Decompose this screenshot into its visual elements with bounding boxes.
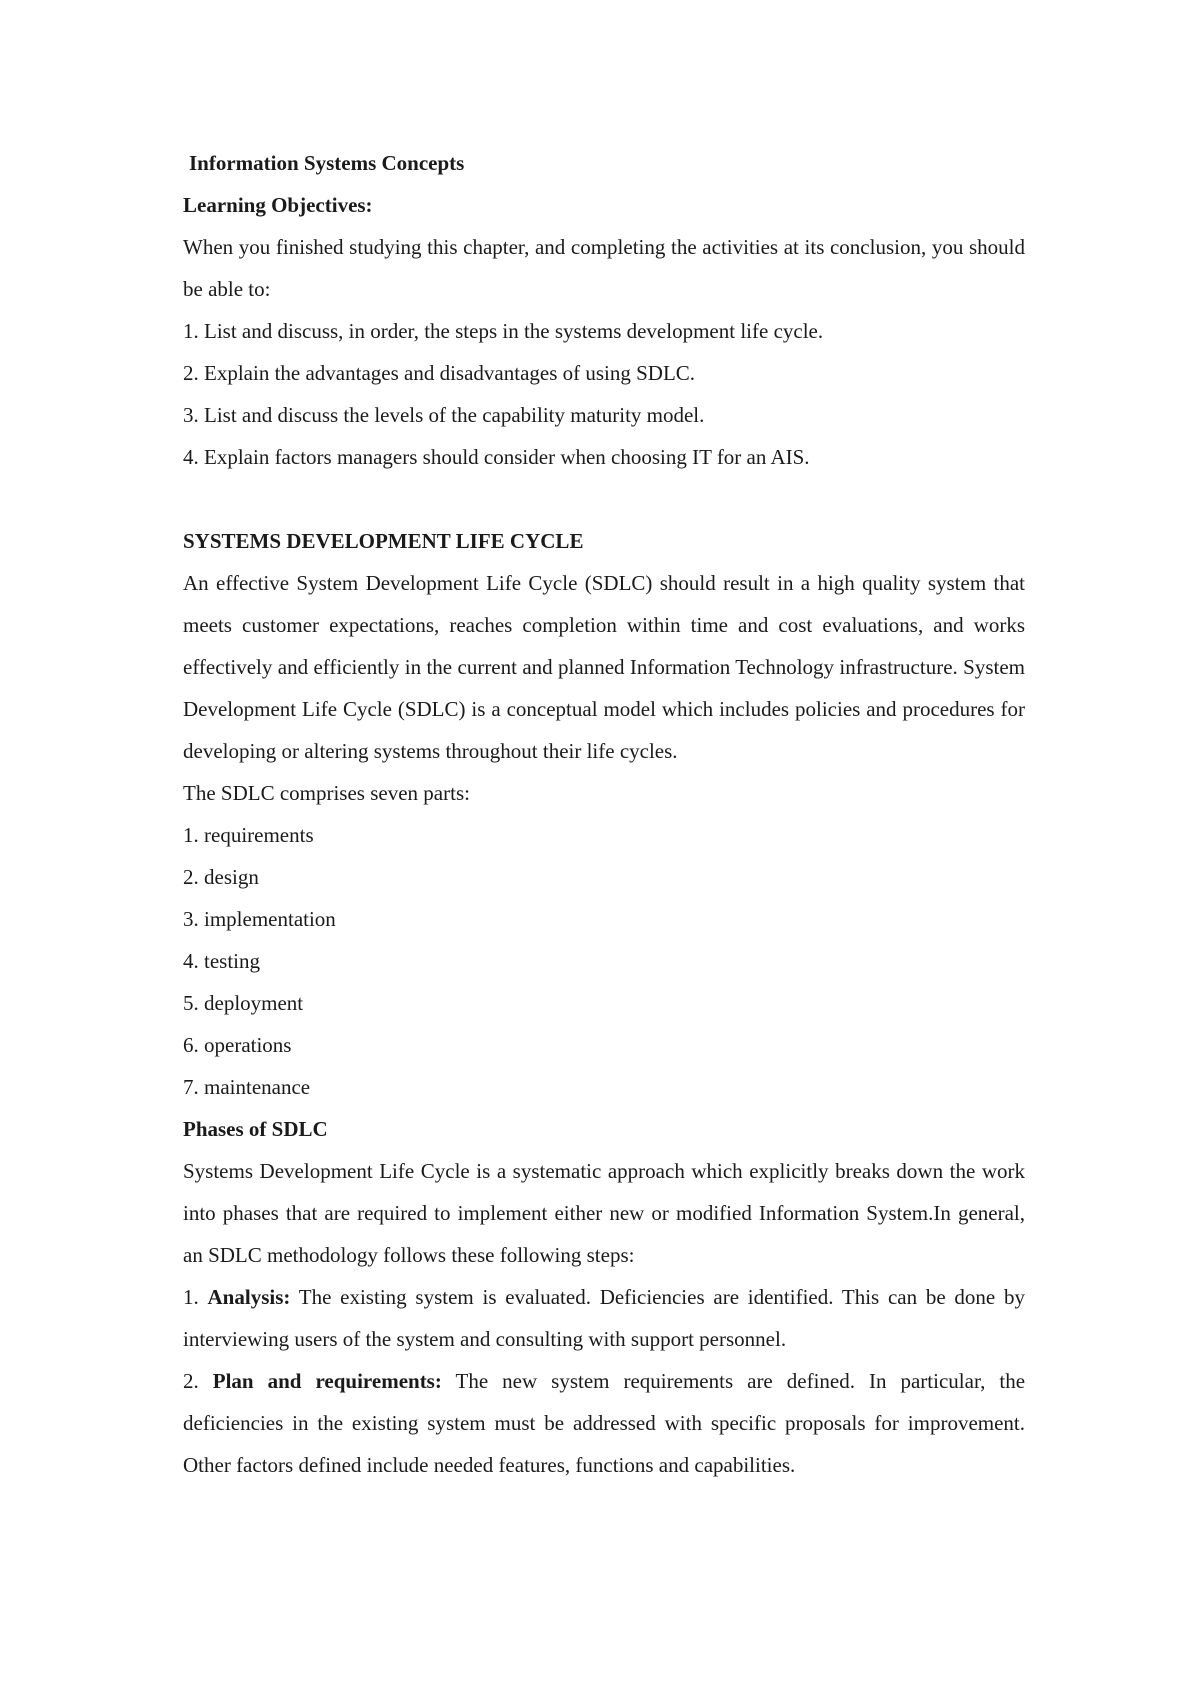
step-number: 2. bbox=[183, 1369, 199, 1393]
sdlc-part-item: 3. implementation bbox=[183, 907, 336, 931]
objective-item: 2. Explain the advantages and disadvantages of using SDLC. bbox=[183, 361, 696, 385]
sdlc-paragraph: An effective System Development Life Cycle (SDLC) should result in a high quality system that meets customer expectations, reaches completion within time and cost evaluations, and works effectively and efficiently in the current and planned Information Technology infrastructure. System Development Life Cycle (SDLC) is a conceptual model which includes policies and procedures for developing or altering systems throughout their life cycles. bbox=[183, 571, 1025, 763]
objectives-heading: Learning Objectives: bbox=[183, 193, 373, 217]
sdlc-part-item: 2. design bbox=[183, 865, 259, 889]
objectives-list bbox=[183, 310, 1025, 478]
step-term: Analysis: bbox=[207, 1285, 291, 1309]
sdlc-part-item: 6. operations bbox=[183, 1033, 292, 1057]
sdlc-part-item: 1. requirements bbox=[183, 823, 314, 847]
phase-step bbox=[183, 1360, 1025, 1486]
sdlc-part-item: 7. maintenance bbox=[183, 1075, 311, 1099]
objectives-intro: When you finished studying this chapter, and completing the activities at its conclusion, you should be able to: bbox=[183, 235, 1025, 301]
objective-item: 3. List and discuss the levels of the capability maturity model. bbox=[183, 403, 705, 427]
phases-heading: Phases of SDLC bbox=[183, 1117, 328, 1141]
document-body bbox=[183, 142, 1025, 1486]
sdlc-part-item: 5. deployment bbox=[183, 991, 304, 1015]
section-spacer bbox=[183, 478, 1025, 520]
sdlc-part-item: 4. testing bbox=[183, 949, 260, 973]
step-term: Plan and requirements: bbox=[212, 1369, 442, 1393]
objective-item: 1. List and discuss, in order, the steps in the systems development life cycle. bbox=[183, 319, 824, 343]
sdlc-heading: SYSTEMS DEVELOPMENT LIFE CYCLE bbox=[183, 529, 584, 553]
document-title: Information Systems Concepts bbox=[189, 151, 465, 175]
step-text: The new system requirements are defined. In particular, the deficiencies in the existing system must be addressed with specific proposals for improvement. Other factors defined include needed features, functions and capabilities. bbox=[183, 1369, 1026, 1477]
phase-step bbox=[183, 1276, 1025, 1360]
parts-intro: The SDLC comprises seven parts: bbox=[183, 781, 470, 805]
objective-item: 4. Explain factors managers should consider when choosing IT for an AIS. bbox=[183, 445, 810, 469]
step-number: 1. bbox=[183, 1285, 199, 1309]
phases-paragraph: Systems Development Life Cycle is a systematic approach which explicitly breaks down the work into phases that are required to implement either new or modified Information System.In general, an SDLC methodology follows these following steps: bbox=[183, 1159, 1025, 1267]
sdlc-parts-list bbox=[183, 814, 1025, 1108]
step-text: The existing system is evaluated. Deficiencies are identified. This can be done by interviewing users of the system and consulting with support personnel. bbox=[183, 1285, 1025, 1351]
